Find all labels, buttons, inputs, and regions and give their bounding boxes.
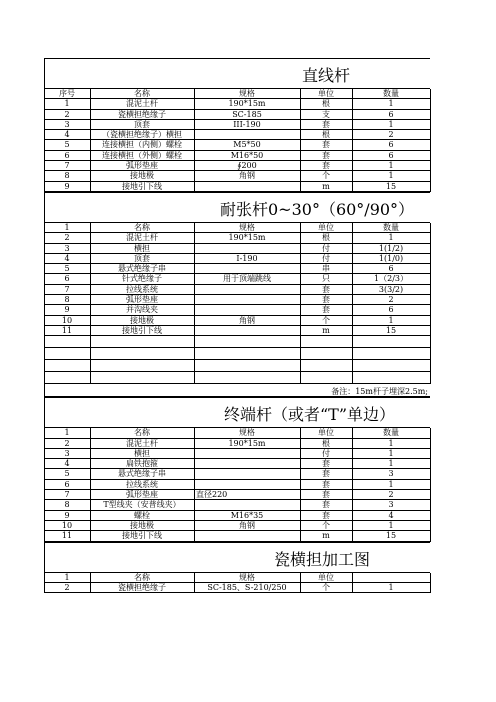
index-cell: 10 bbox=[61, 315, 73, 325]
qty-cell: 1 bbox=[388, 119, 394, 129]
table-row bbox=[44, 244, 430, 254]
table-header-row bbox=[44, 428, 430, 438]
name-cell: 针式绝缘子 bbox=[122, 274, 162, 284]
name-cell: 弧形垫座 bbox=[126, 490, 158, 500]
qty-cell: 1 bbox=[388, 582, 394, 592]
column-divider bbox=[300, 573, 301, 594]
column-divider bbox=[430, 573, 431, 594]
section-title-row bbox=[44, 192, 430, 223]
name-cell: 名称 bbox=[134, 222, 150, 232]
index-cell: 7 bbox=[64, 284, 70, 294]
section-title: 瓷横担加工图 bbox=[274, 549, 371, 569]
qty-cell: 6 bbox=[388, 140, 394, 150]
column-divider bbox=[194, 573, 195, 594]
name-cell: 混泥土杆 bbox=[126, 99, 158, 109]
name-cell: 顶套 bbox=[134, 253, 150, 263]
index-cell: 1 bbox=[64, 428, 70, 438]
index-cell: 9 bbox=[64, 510, 70, 520]
unit-cell: m bbox=[322, 325, 330, 335]
table-row bbox=[44, 531, 430, 541]
name-cell: 悬式绝缘子串 bbox=[118, 264, 166, 274]
table-row bbox=[44, 264, 430, 274]
name-cell: 混泥土杆 bbox=[126, 438, 158, 448]
name-cell: T型线夹（安普线夹） bbox=[103, 500, 181, 510]
unit-cell: 支 bbox=[322, 109, 330, 119]
name-cell: 名称 bbox=[134, 572, 150, 582]
unit-cell: 套 bbox=[322, 490, 330, 500]
index-cell: 1 bbox=[64, 572, 70, 582]
section-title-row bbox=[44, 58, 430, 89]
index-cell: 4 bbox=[64, 459, 70, 469]
index-cell: 5 bbox=[64, 140, 70, 150]
qty-cell: 数量 bbox=[383, 428, 399, 438]
name-cell: 接地引下线 bbox=[122, 181, 162, 191]
column-divider bbox=[352, 223, 353, 384]
spec-cell: 规格 bbox=[239, 222, 255, 232]
column-divider bbox=[352, 428, 353, 541]
index-cell: 8 bbox=[64, 500, 70, 510]
qty-cell: 1 bbox=[388, 161, 394, 171]
index-cell: 7 bbox=[64, 161, 70, 171]
table-row bbox=[44, 500, 430, 510]
qty-cell: 1 bbox=[388, 438, 394, 448]
table-row bbox=[44, 171, 430, 181]
name-cell: 拉线系统 bbox=[126, 479, 158, 489]
spec-cell: 规格 bbox=[239, 428, 255, 438]
index-cell: 4 bbox=[64, 130, 70, 140]
qty-cell: 3 bbox=[388, 500, 394, 510]
index-cell: 5 bbox=[64, 469, 70, 479]
section-title: 耐张杆0~30°（60°/90°） bbox=[220, 199, 415, 219]
spec-cell: 190*15m bbox=[228, 99, 266, 109]
unit-cell: 根 bbox=[322, 99, 330, 109]
name-cell: 螺栓 bbox=[134, 510, 150, 520]
spec-cell: M16*50 bbox=[230, 150, 264, 160]
qty-cell: 3(3/2) bbox=[378, 284, 404, 294]
name-cell: 顶套 bbox=[134, 119, 150, 129]
qty-cell: 6 bbox=[388, 150, 394, 160]
column-divider bbox=[90, 223, 91, 384]
column-divider bbox=[430, 89, 431, 192]
unit-cell: 套 bbox=[322, 479, 330, 489]
index-cell: 2 bbox=[64, 109, 70, 119]
index-cell: 8 bbox=[64, 171, 70, 181]
index-cell: 2 bbox=[64, 233, 70, 243]
spec-cell: 角钢 bbox=[239, 315, 255, 325]
name-cell: 名称 bbox=[134, 428, 150, 438]
name-cell: 扁铁抱箍 bbox=[126, 459, 158, 469]
unit-cell: 个 bbox=[322, 582, 330, 592]
qty-cell: 15 bbox=[385, 531, 397, 541]
spec-cell: 用于顶端跳线 bbox=[223, 274, 271, 284]
index-cell: 2 bbox=[64, 438, 70, 448]
qty-cell: 15 bbox=[385, 181, 397, 191]
qty-cell: 数量 bbox=[383, 222, 399, 232]
index-cell: 11 bbox=[61, 531, 73, 541]
index-cell: 9 bbox=[64, 181, 70, 191]
name-cell: 连接横担（内侧）螺栓 bbox=[102, 140, 182, 150]
unit-cell: 付 bbox=[322, 243, 330, 253]
name-cell: 接地引下线 bbox=[122, 531, 162, 541]
unit-cell: 付 bbox=[322, 448, 330, 458]
section-title: 直线杆 bbox=[302, 66, 351, 85]
index-cell: 3 bbox=[64, 448, 70, 458]
name-cell: 弧形垫座 bbox=[126, 295, 158, 305]
unit-cell: 串 bbox=[322, 264, 330, 274]
spec-cell: 角钢 bbox=[239, 520, 255, 530]
section-table bbox=[44, 428, 430, 541]
name-cell: 瓷横担绝缘子 bbox=[118, 109, 166, 119]
table-row bbox=[44, 459, 430, 469]
spec-cell: 190*15m bbox=[228, 438, 266, 448]
unit-cell: 单位 bbox=[318, 572, 334, 582]
qty-cell: 1 bbox=[388, 315, 394, 325]
index-cell: 6 bbox=[64, 274, 70, 284]
index-cell: 3 bbox=[64, 119, 70, 129]
name-cell: 接地引下线 bbox=[122, 325, 162, 335]
section-title-row bbox=[44, 397, 430, 428]
unit-cell: 个 bbox=[322, 315, 330, 325]
table-row bbox=[44, 110, 430, 120]
qty-cell: 3 bbox=[388, 469, 394, 479]
name-cell: 接地极 bbox=[130, 315, 154, 325]
name-cell: 并沟线夹 bbox=[126, 305, 158, 315]
table-row bbox=[44, 439, 430, 449]
table-header-row bbox=[44, 573, 430, 583]
unit-cell: 套 bbox=[322, 459, 330, 469]
qty-cell: 1 bbox=[388, 479, 394, 489]
name-cell: 弧形垫座 bbox=[126, 161, 158, 171]
column-divider bbox=[90, 573, 91, 594]
unit-cell: 个 bbox=[322, 520, 330, 530]
qty-cell: 1 bbox=[388, 99, 394, 109]
column-divider bbox=[352, 573, 353, 594]
column-divider bbox=[194, 223, 195, 384]
table-row bbox=[44, 469, 430, 479]
table-row bbox=[44, 295, 430, 305]
unit-cell: 套 bbox=[322, 510, 330, 520]
unit-cell: 根 bbox=[322, 438, 330, 448]
table-row bbox=[44, 480, 430, 490]
table-row bbox=[44, 348, 430, 360]
spec-cell: SC-185 bbox=[232, 109, 262, 119]
name-cell: （瓷横担绝缘子）横担 bbox=[102, 130, 182, 140]
column-divider bbox=[430, 428, 431, 541]
index-cell: 序号 bbox=[59, 89, 75, 98]
qty-cell: 15 bbox=[385, 325, 397, 335]
qty-cell: 2 bbox=[388, 490, 394, 500]
index-cell: 10 bbox=[61, 520, 73, 530]
column-divider bbox=[430, 223, 431, 384]
column-divider bbox=[90, 89, 91, 192]
spec-cell: SC-185、S-210/250 bbox=[207, 582, 287, 592]
table-row bbox=[44, 490, 430, 500]
unit-cell: 付 bbox=[322, 253, 330, 263]
column-divider bbox=[194, 89, 195, 192]
name-cell: 横担 bbox=[134, 448, 150, 458]
section-title: 终端杆（或者“T”单边） bbox=[224, 405, 396, 425]
table-row bbox=[44, 285, 430, 295]
unit-cell: m bbox=[322, 531, 330, 541]
table-row bbox=[44, 120, 430, 130]
index-cell: 6 bbox=[64, 150, 70, 160]
index-cell: 6 bbox=[64, 479, 70, 489]
qty-cell: 1 bbox=[388, 171, 394, 181]
unit-cell: 套 bbox=[322, 150, 330, 160]
unit-cell: 套 bbox=[322, 469, 330, 479]
unit-cell: 套 bbox=[322, 305, 330, 315]
name-cell: 接地极 bbox=[130, 171, 154, 181]
index-cell: 4 bbox=[64, 253, 70, 263]
qty-cell: 1(1/2) bbox=[378, 243, 404, 253]
index-cell: 8 bbox=[64, 295, 70, 305]
unit-cell: 单位 bbox=[318, 89, 334, 98]
index-cell: 3 bbox=[64, 243, 70, 253]
spec-cell: 规格 bbox=[239, 572, 255, 582]
column-divider bbox=[90, 428, 91, 541]
unit-cell: 套 bbox=[322, 140, 330, 150]
spec-sheet bbox=[44, 58, 430, 593]
name-cell: 名称 bbox=[134, 89, 150, 98]
index-cell: 1 bbox=[64, 222, 70, 232]
spec-cell: I-190 bbox=[236, 253, 258, 263]
table-row bbox=[44, 161, 430, 171]
unit-cell: 套 bbox=[322, 161, 330, 171]
name-cell: 横担 bbox=[134, 243, 150, 253]
qty-cell: 6 bbox=[388, 305, 394, 315]
table-row bbox=[44, 326, 430, 336]
index-cell: 2 bbox=[64, 582, 70, 592]
spec-cell: 角钢 bbox=[239, 171, 255, 181]
index-cell: 7 bbox=[64, 490, 70, 500]
unit-cell: 个 bbox=[322, 171, 330, 181]
table-row bbox=[44, 336, 430, 348]
name-cell: 悬式绝缘子串 bbox=[118, 469, 166, 479]
column-divider bbox=[300, 89, 301, 192]
section-table bbox=[44, 223, 430, 384]
table-header-row bbox=[44, 223, 430, 233]
table-row bbox=[44, 182, 430, 192]
qty-cell: 1 bbox=[388, 448, 394, 458]
unit-cell: 单位 bbox=[318, 222, 334, 232]
spec-cell: 规格 bbox=[239, 89, 255, 98]
unit-cell: 套 bbox=[322, 284, 330, 294]
spec-cell: M5*50 bbox=[233, 140, 261, 150]
note-text: 备注：15m杆子埋深2.5m; bbox=[331, 387, 428, 397]
index-cell: 1 bbox=[64, 99, 70, 109]
column-divider bbox=[300, 428, 301, 541]
table-row bbox=[44, 254, 430, 264]
index-cell: 9 bbox=[64, 305, 70, 315]
column-divider bbox=[300, 223, 301, 384]
table-row bbox=[44, 449, 430, 459]
unit-cell: 套 bbox=[322, 500, 330, 510]
table-header-row bbox=[44, 89, 430, 99]
qty-cell: 1 bbox=[388, 520, 394, 530]
column-divider bbox=[194, 428, 195, 541]
section-table bbox=[44, 89, 430, 192]
table-row bbox=[44, 99, 430, 109]
unit-cell: 单位 bbox=[318, 428, 334, 438]
name-cell: 拉线系统 bbox=[126, 284, 158, 294]
table-row bbox=[44, 151, 430, 161]
table-row bbox=[44, 583, 430, 593]
table-row bbox=[44, 511, 430, 521]
name-cell: 混泥土杆 bbox=[126, 233, 158, 243]
column-divider bbox=[352, 89, 353, 192]
unit-cell: 只 bbox=[322, 274, 330, 284]
spec-cell: 190*15m bbox=[228, 233, 266, 243]
section-table bbox=[44, 573, 430, 594]
qty-cell: 1（2/3） bbox=[374, 274, 408, 284]
table-row bbox=[44, 316, 430, 326]
name-cell: 接地极 bbox=[130, 520, 154, 530]
name-cell: 连接横担（外侧）螺栓 bbox=[102, 150, 182, 160]
table-row bbox=[44, 274, 430, 284]
name-cell: 瓷横担绝缘子 bbox=[118, 582, 166, 592]
unit-cell: 套 bbox=[322, 295, 330, 305]
table-row bbox=[44, 140, 430, 150]
table-row bbox=[44, 360, 430, 372]
qty-cell: 2 bbox=[388, 295, 394, 305]
qty-cell: 1 bbox=[388, 459, 394, 469]
qty-cell: 2 bbox=[388, 130, 394, 140]
qty-cell: 1(1/0) bbox=[378, 253, 404, 263]
spec-cell: ∮200 bbox=[237, 161, 257, 171]
unit-cell: 套 bbox=[322, 119, 330, 129]
section-title-row bbox=[44, 542, 430, 573]
spec-cell: III-190 bbox=[233, 119, 261, 129]
unit-cell: 根 bbox=[322, 233, 330, 243]
table-row bbox=[44, 521, 430, 531]
table-row bbox=[44, 372, 430, 384]
table-row bbox=[44, 305, 430, 315]
qty-cell: 6 bbox=[388, 109, 394, 119]
spec-cell: 直径220 bbox=[196, 490, 228, 500]
index-cell: 5 bbox=[64, 264, 70, 274]
spec-cell: M16*35 bbox=[230, 510, 264, 520]
qty-cell: 4 bbox=[388, 510, 394, 520]
table-row bbox=[44, 233, 430, 243]
unit-cell: 根 bbox=[322, 130, 330, 140]
table-row bbox=[44, 130, 430, 140]
index-cell: 11 bbox=[61, 325, 73, 335]
qty-cell: 6 bbox=[388, 264, 394, 274]
note-row bbox=[44, 384, 430, 397]
unit-cell: m bbox=[322, 181, 330, 191]
qty-cell: 数量 bbox=[383, 89, 399, 98]
qty-cell: 1 bbox=[388, 233, 394, 243]
